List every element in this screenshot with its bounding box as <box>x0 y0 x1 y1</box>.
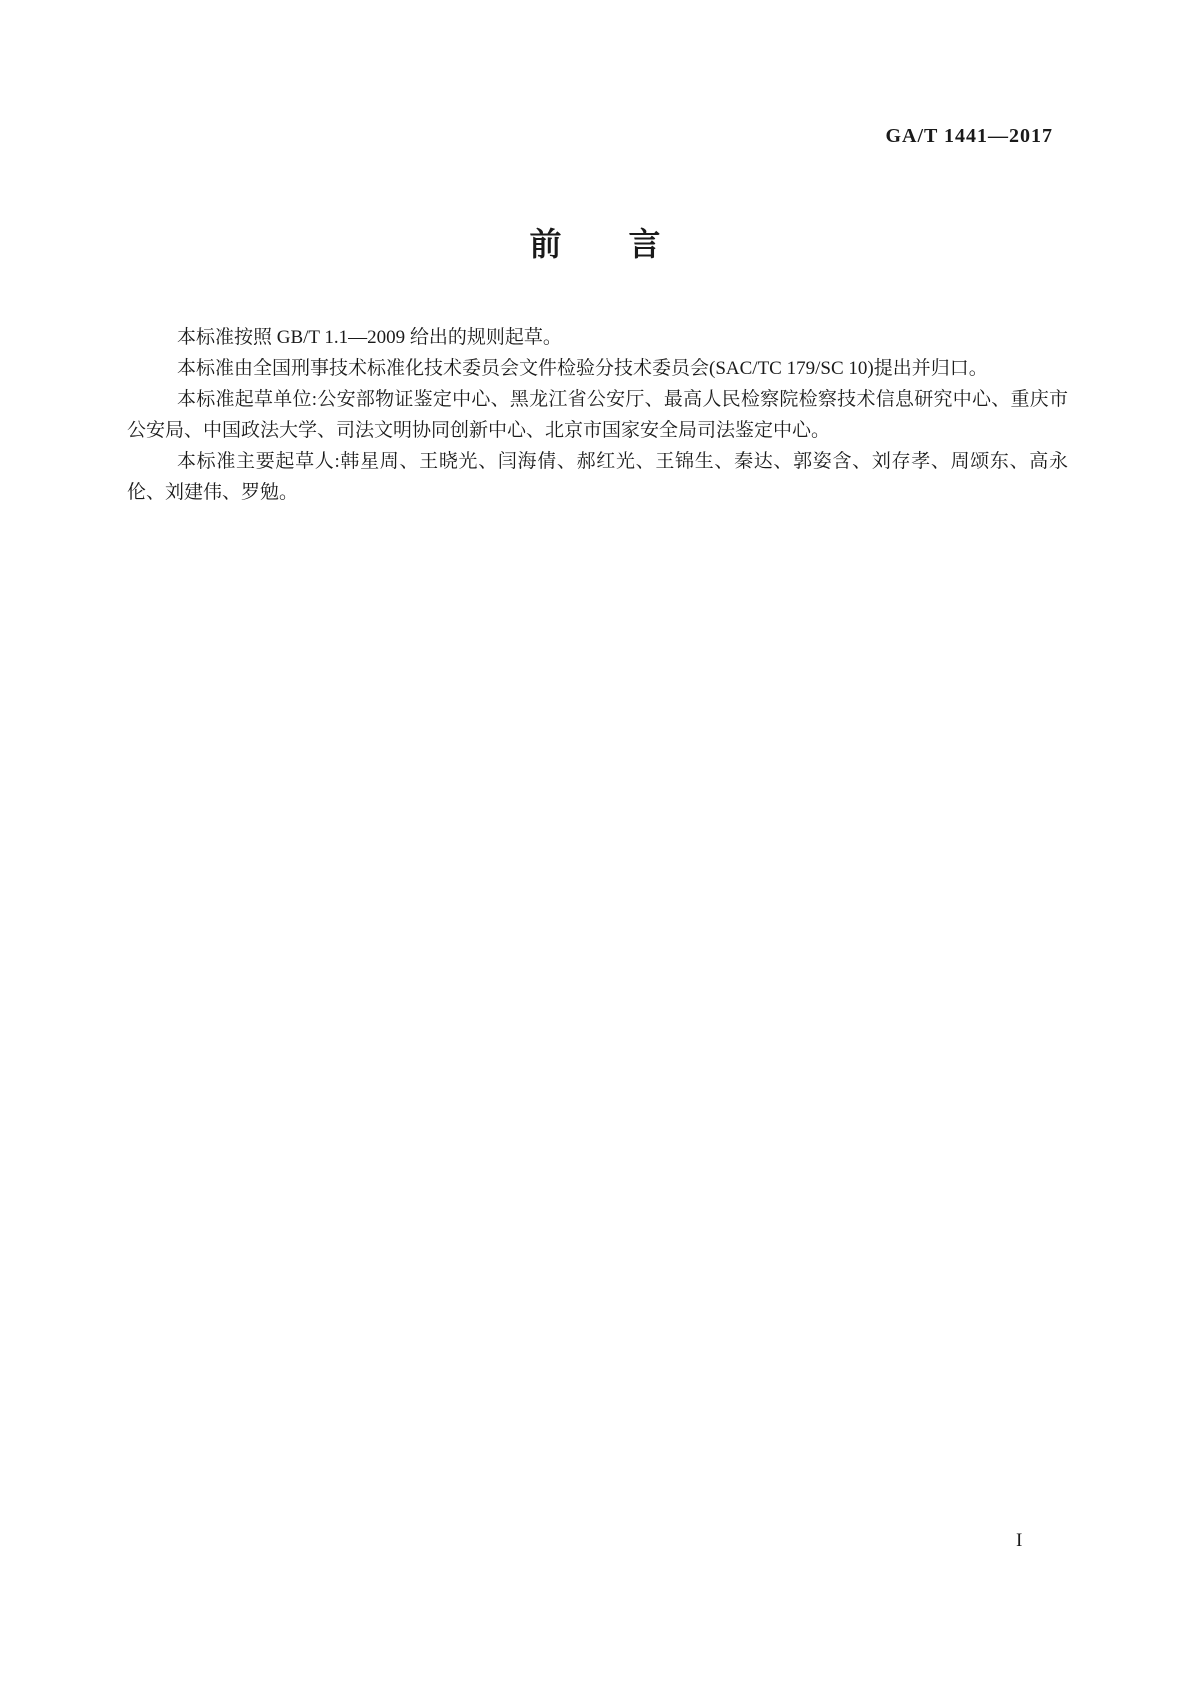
paragraph-drafting-rule: 本标准按照 GB/T 1.1—2009 给出的规则起草。 <box>177 327 562 348</box>
document-title: 前 言 <box>529 226 662 262</box>
foreword-body <box>127 322 1068 508</box>
paragraph-chief-drafters: 本标准主要起草人:韩星周、王晓光、闫海倩、郝红光、王锦生、秦达、郭姿含、刘存孝、周颂东、高永伦、刘建伟、罗勉。 <box>127 451 1068 503</box>
paragraph-drafting-organizations: 本标准起草单位:公安部物证鉴定中心、黑龙江省公安厅、最高人民检察院检察技术信息研究中心、重庆市公安局、中国政法大学、司法文明协同创新中心、北京市国家安全局司法鉴定中心。 <box>127 389 1068 441</box>
standard-code-header: GA/T 1441—2017 <box>885 125 1053 147</box>
paragraph-proposed-by: 本标准由全国刑事技术标准化技术委员会文件检验分技术委员会(SAC/TC 179/SC 10)提出并归口。 <box>177 358 988 379</box>
page-number: I <box>1016 1530 1023 1551</box>
